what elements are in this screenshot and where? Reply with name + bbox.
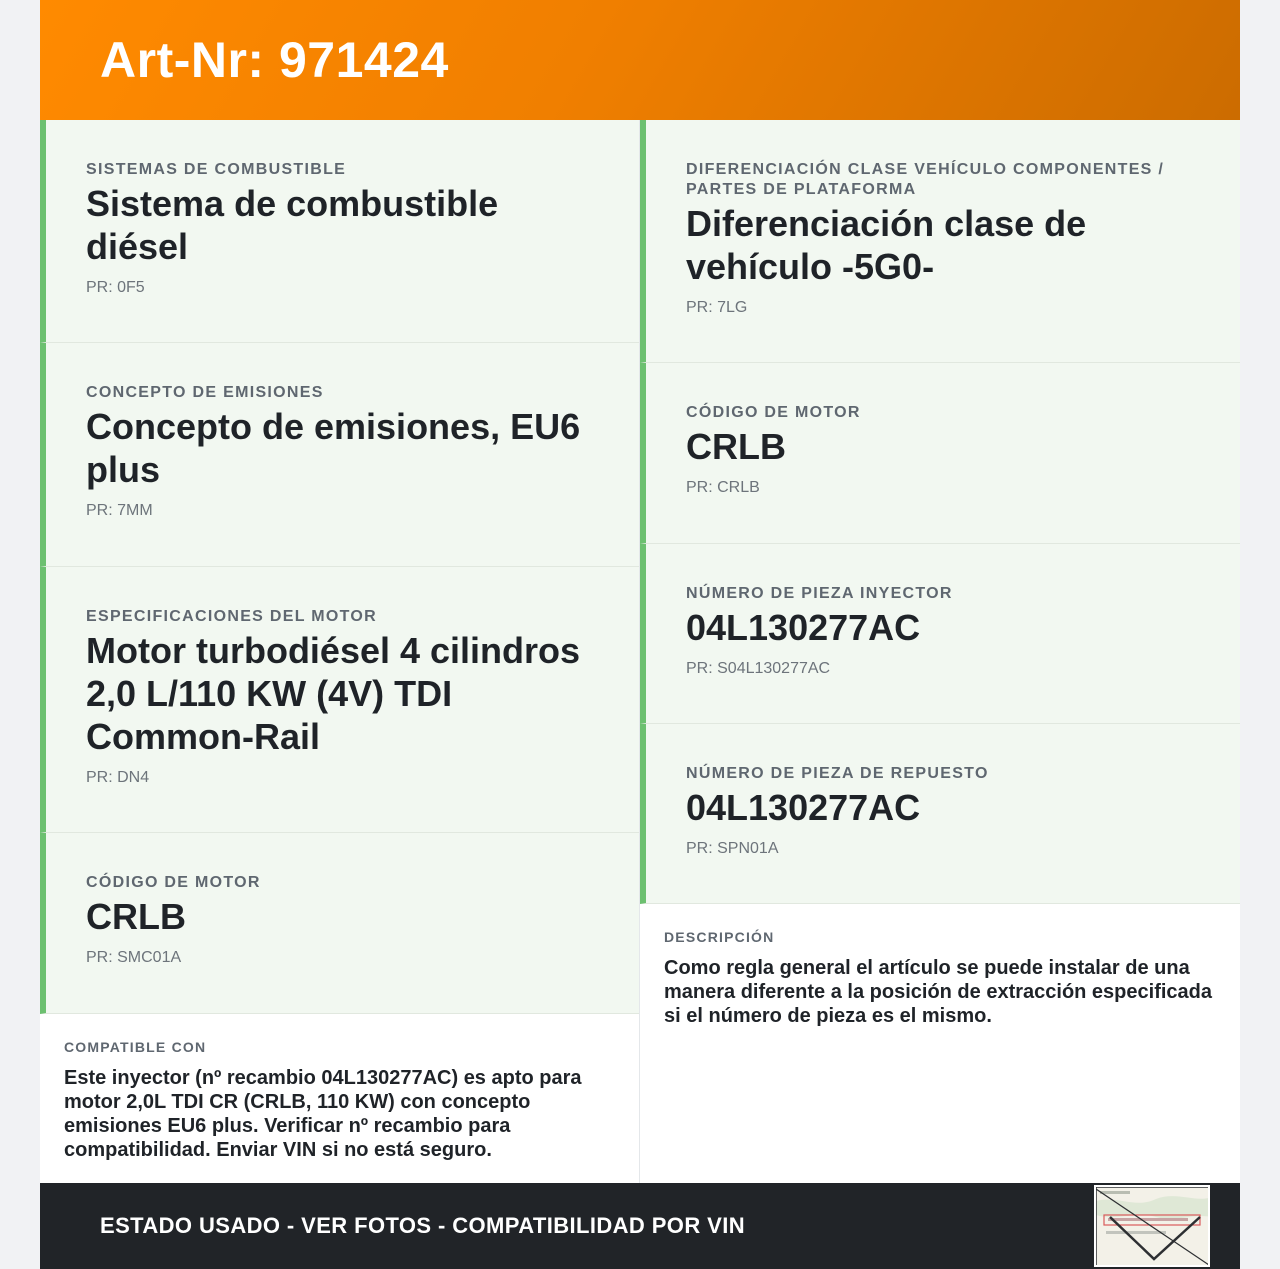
spec-label: CÓDIGO DE MOTOR <box>86 874 261 891</box>
spec-value: Motor turbodiésel 4 cilindros 2,0 L/110 KW (4V) TDI Common-Rail <box>86 630 581 757</box>
description-text: Como regla general el artículo se puede instalar de una manera diferente a la posición de extracción especificada si el número de pieza es el mismo. <box>664 957 1212 1027</box>
spec-card-engine-code <box>40 833 639 1014</box>
spec-card-spare-part <box>640 724 1240 904</box>
compatibility-label: COMPATIBLE CON <box>64 1039 207 1055</box>
spec-card-engine-specs <box>40 567 639 833</box>
spec-value: Sistema de combustible diésel <box>86 183 499 267</box>
spec-value: CRLB <box>86 896 186 937</box>
spec-card-emissions <box>40 343 639 567</box>
spec-label: CÓDIGO DE MOTOR <box>686 404 861 421</box>
spec-value: CRLB <box>686 426 786 467</box>
compatibility-text: Este inyector (nº recambio 04L130277AC) es apto para motor 2,0L TDI CR (CRLB, 110 KW) con concepto emisiones EU6 plus. Verificar nº recambio para compatibilidad. Enviar VIN si no está seguro. <box>64 1067 582 1161</box>
spec-pr-code: PR: 7MM <box>86 502 153 519</box>
spec-card-engine-code <box>640 363 1240 544</box>
spec-pr-code: PR: 7LG <box>686 299 748 316</box>
product-sheet <box>40 0 1240 1269</box>
right-column <box>640 120 1240 1183</box>
compatibility-note <box>40 1014 639 1162</box>
spec-pr-code: PR: S04L130277AC <box>686 660 831 677</box>
spec-pr-code: PR: CRLB <box>686 479 760 496</box>
spec-card-vehicle-class <box>640 120 1240 363</box>
footer-status-text: ESTADO USADO - VER FOTOS - COMPATIBILIDAD POR VIN <box>100 1213 745 1238</box>
status-footer <box>40 1183 1240 1269</box>
photo-thumbnail-image <box>1096 1187 1210 1267</box>
spec-card-injector-part <box>640 544 1240 724</box>
spec-value: 04L130277AC <box>686 607 921 648</box>
spec-label: SISTEMAS DE COMBUSTIBLE <box>86 161 347 178</box>
page-header <box>40 0 1240 120</box>
spec-pr-code: PR: SMC01A <box>86 949 182 966</box>
description-note <box>640 904 1240 1028</box>
spec-value: 04L130277AC <box>686 787 921 828</box>
spec-pr-code: PR: DN4 <box>86 769 150 786</box>
spec-value: Concepto de emisiones, EU6 plus <box>86 406 581 490</box>
spec-label: DIFERENCIACIÓN CLASE VEHÍCULO COMPONENTES / PARTES DE PLATAFORMA <box>686 161 1165 198</box>
spec-card-fuel-system <box>40 120 639 343</box>
spec-pr-code: PR: SPN01A <box>686 840 779 857</box>
spec-label: ESPECIFICACIONES DEL MOTOR <box>86 608 378 625</box>
article-number-title: Art-Nr: 971424 <box>100 32 449 88</box>
description-label: DESCRIPCIÓN <box>664 929 775 945</box>
left-column <box>40 120 640 1183</box>
spec-pr-code: PR: 0F5 <box>86 279 145 296</box>
spec-label: NÚMERO DE PIEZA DE REPUESTO <box>686 765 989 782</box>
spec-label: CONCEPTO DE EMISIONES <box>86 384 324 401</box>
spec-label: NÚMERO DE PIEZA INYECTOR <box>686 585 953 602</box>
product-photo-thumbnail[interactable] <box>1094 1185 1210 1267</box>
spec-value: Diferenciación clase de vehículo -5G0- <box>686 203 1087 287</box>
details-columns <box>40 120 1240 1183</box>
